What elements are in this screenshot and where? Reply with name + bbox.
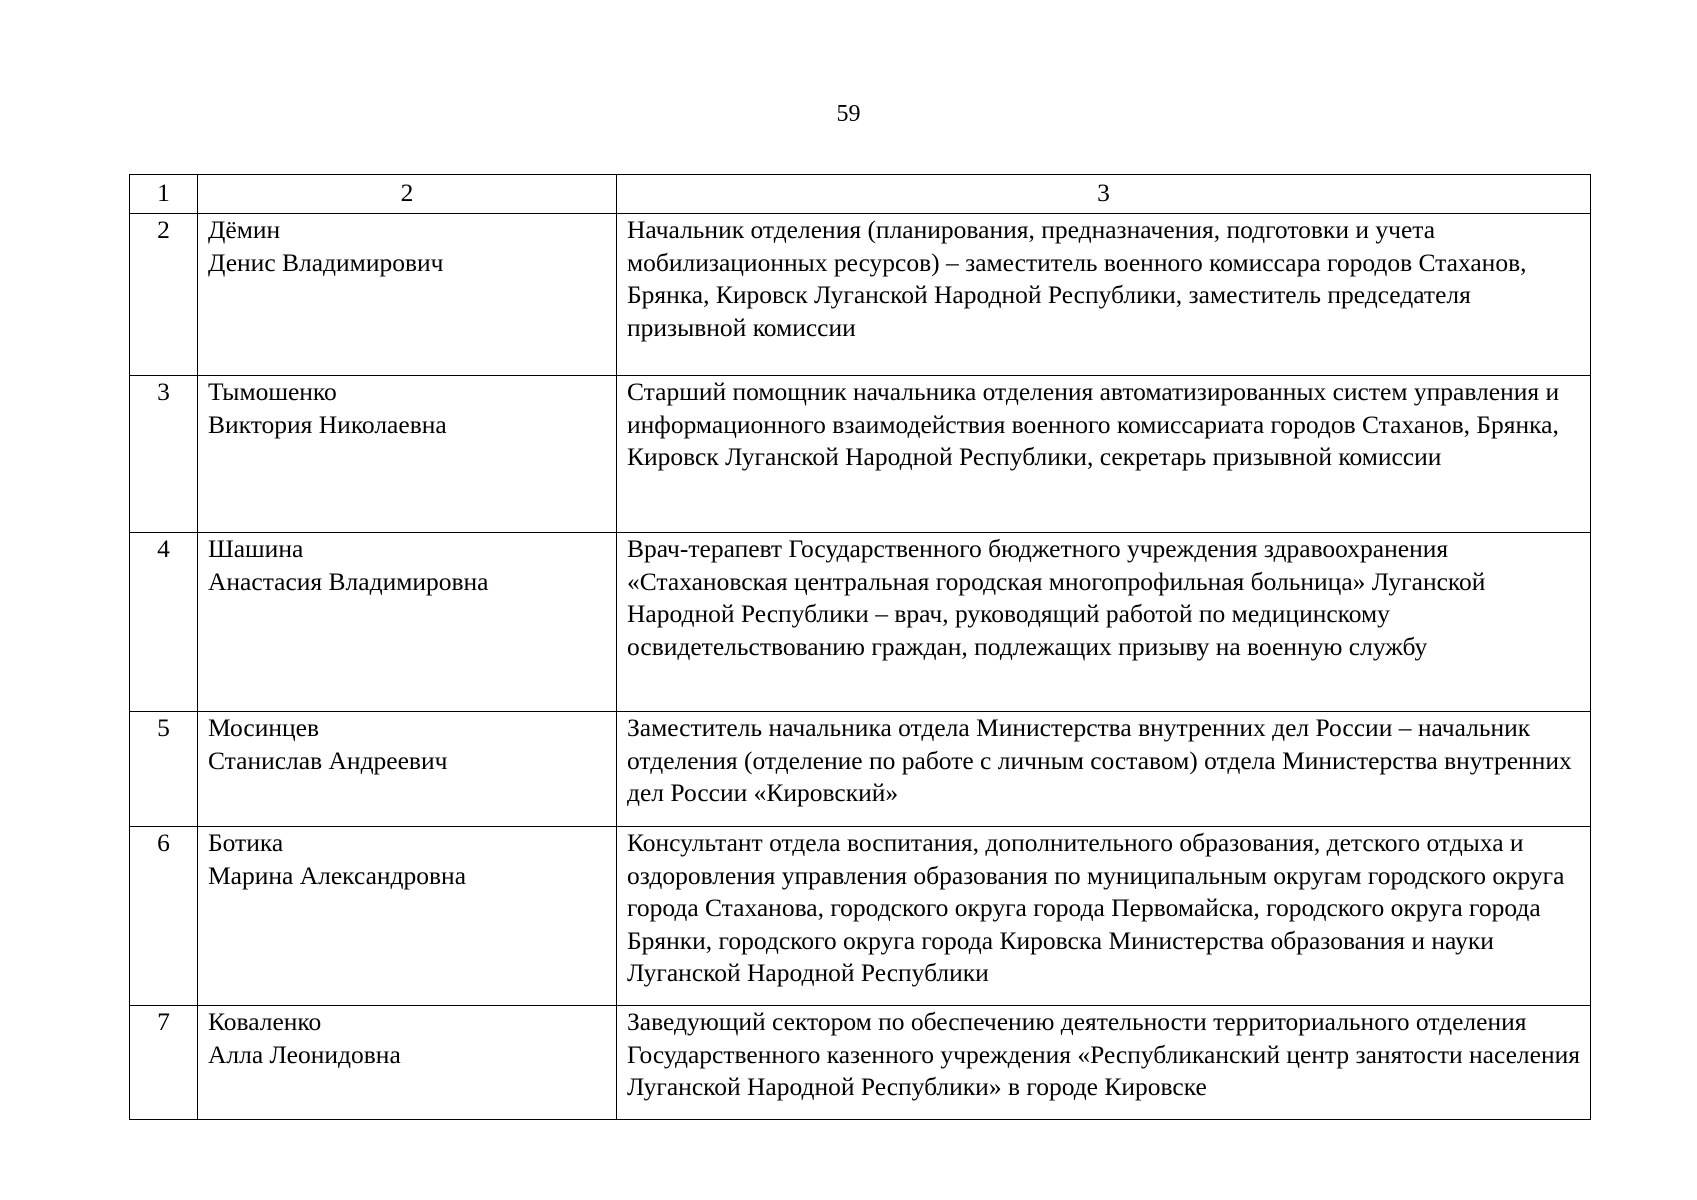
member-given-name: Денис Владимирович xyxy=(208,247,444,277)
table-row xyxy=(130,712,1591,827)
member-surname: Шашина xyxy=(208,534,304,563)
member-position: Начальник отделения (планирования, предназначения, подготовки и учета мобилизационных ресурсов) – заместитель военного комиссара городов Стаханов, Брянка, Кировск Луганской Народной Республики, заместитель председателя призывной комиссии xyxy=(617,214,1591,376)
row-number: 4 xyxy=(130,533,198,712)
member-given-name: Виктория Николаевна xyxy=(208,409,447,439)
member-name xyxy=(198,827,617,1006)
table-row xyxy=(130,827,1591,1006)
member-given-name: Алла Леонидовна xyxy=(208,1039,401,1069)
row-number: 2 xyxy=(130,214,198,376)
table-row xyxy=(130,376,1591,533)
column-header-number: 1 xyxy=(130,175,198,214)
member-given-name: Марина Александровна xyxy=(208,860,467,890)
member-surname: Мосинцев xyxy=(208,713,320,742)
row-number: 6 xyxy=(130,827,198,1006)
column-header-position: 3 xyxy=(617,175,1591,214)
row-number: 5 xyxy=(130,712,198,827)
member-surname: Ботика xyxy=(208,828,284,857)
table-row xyxy=(130,533,1591,712)
member-position: Заведующий сектором по обеспечению деятельности территориального отделения Государственного казенного учреждения «Республиканский центр занятости населения Луганской Народной Республики» в городе Кировске xyxy=(617,1006,1591,1120)
member-position: Врач-терапевт Государственного бюджетного учреждения здравоохранения «Стахановская центральная городская многопрофильная больница» Луганской Народной Республики – врач, руководящий работой по медицинскому освидетельствованию граждан, подлежащих призыву на военную службу xyxy=(617,533,1591,712)
member-position: Консультант отдела воспитания, дополнительного образования, детского отдыха и оздоровления управления образования по муниципальным округам городского округа города Стаханова, городского округа города Первомайска, городского округа города Брянки, городского округа города Кировска Министерства образования и науки Луганской Народной Республики xyxy=(617,827,1591,1006)
table-row xyxy=(130,1006,1591,1120)
member-name xyxy=(198,376,617,533)
member-given-name: Станислав Андреевич xyxy=(208,745,448,775)
member-surname: Дёмин xyxy=(208,215,281,244)
member-position: Заместитель начальника отдела Министерства внутренних дел России – начальник отделения (отделение по работе с личным составом) отдела Министерства внутренних дел России «Кировский» xyxy=(617,712,1591,827)
member-given-name: Анастасия Владимировна xyxy=(208,566,489,596)
page-number: 59 xyxy=(836,101,861,127)
row-number: 7 xyxy=(130,1006,198,1120)
members-table xyxy=(129,174,1591,1120)
row-number: 3 xyxy=(130,376,198,533)
member-name xyxy=(198,214,617,376)
member-name xyxy=(198,533,617,712)
member-name xyxy=(198,1006,617,1120)
member-position: Старший помощник начальника отделения автоматизированных систем управления и информационного взаимодействия военного комиссариата городов Стаханов, Брянка, Кировск Луганской Народной Республики, секретарь призывной комиссии xyxy=(617,376,1591,533)
table-header-row xyxy=(130,175,1591,214)
table-row xyxy=(130,214,1591,376)
member-surname: Тымошенко xyxy=(208,377,337,406)
column-header-name: 2 xyxy=(198,175,617,214)
member-surname: Коваленко xyxy=(208,1007,322,1036)
member-name xyxy=(198,712,617,827)
